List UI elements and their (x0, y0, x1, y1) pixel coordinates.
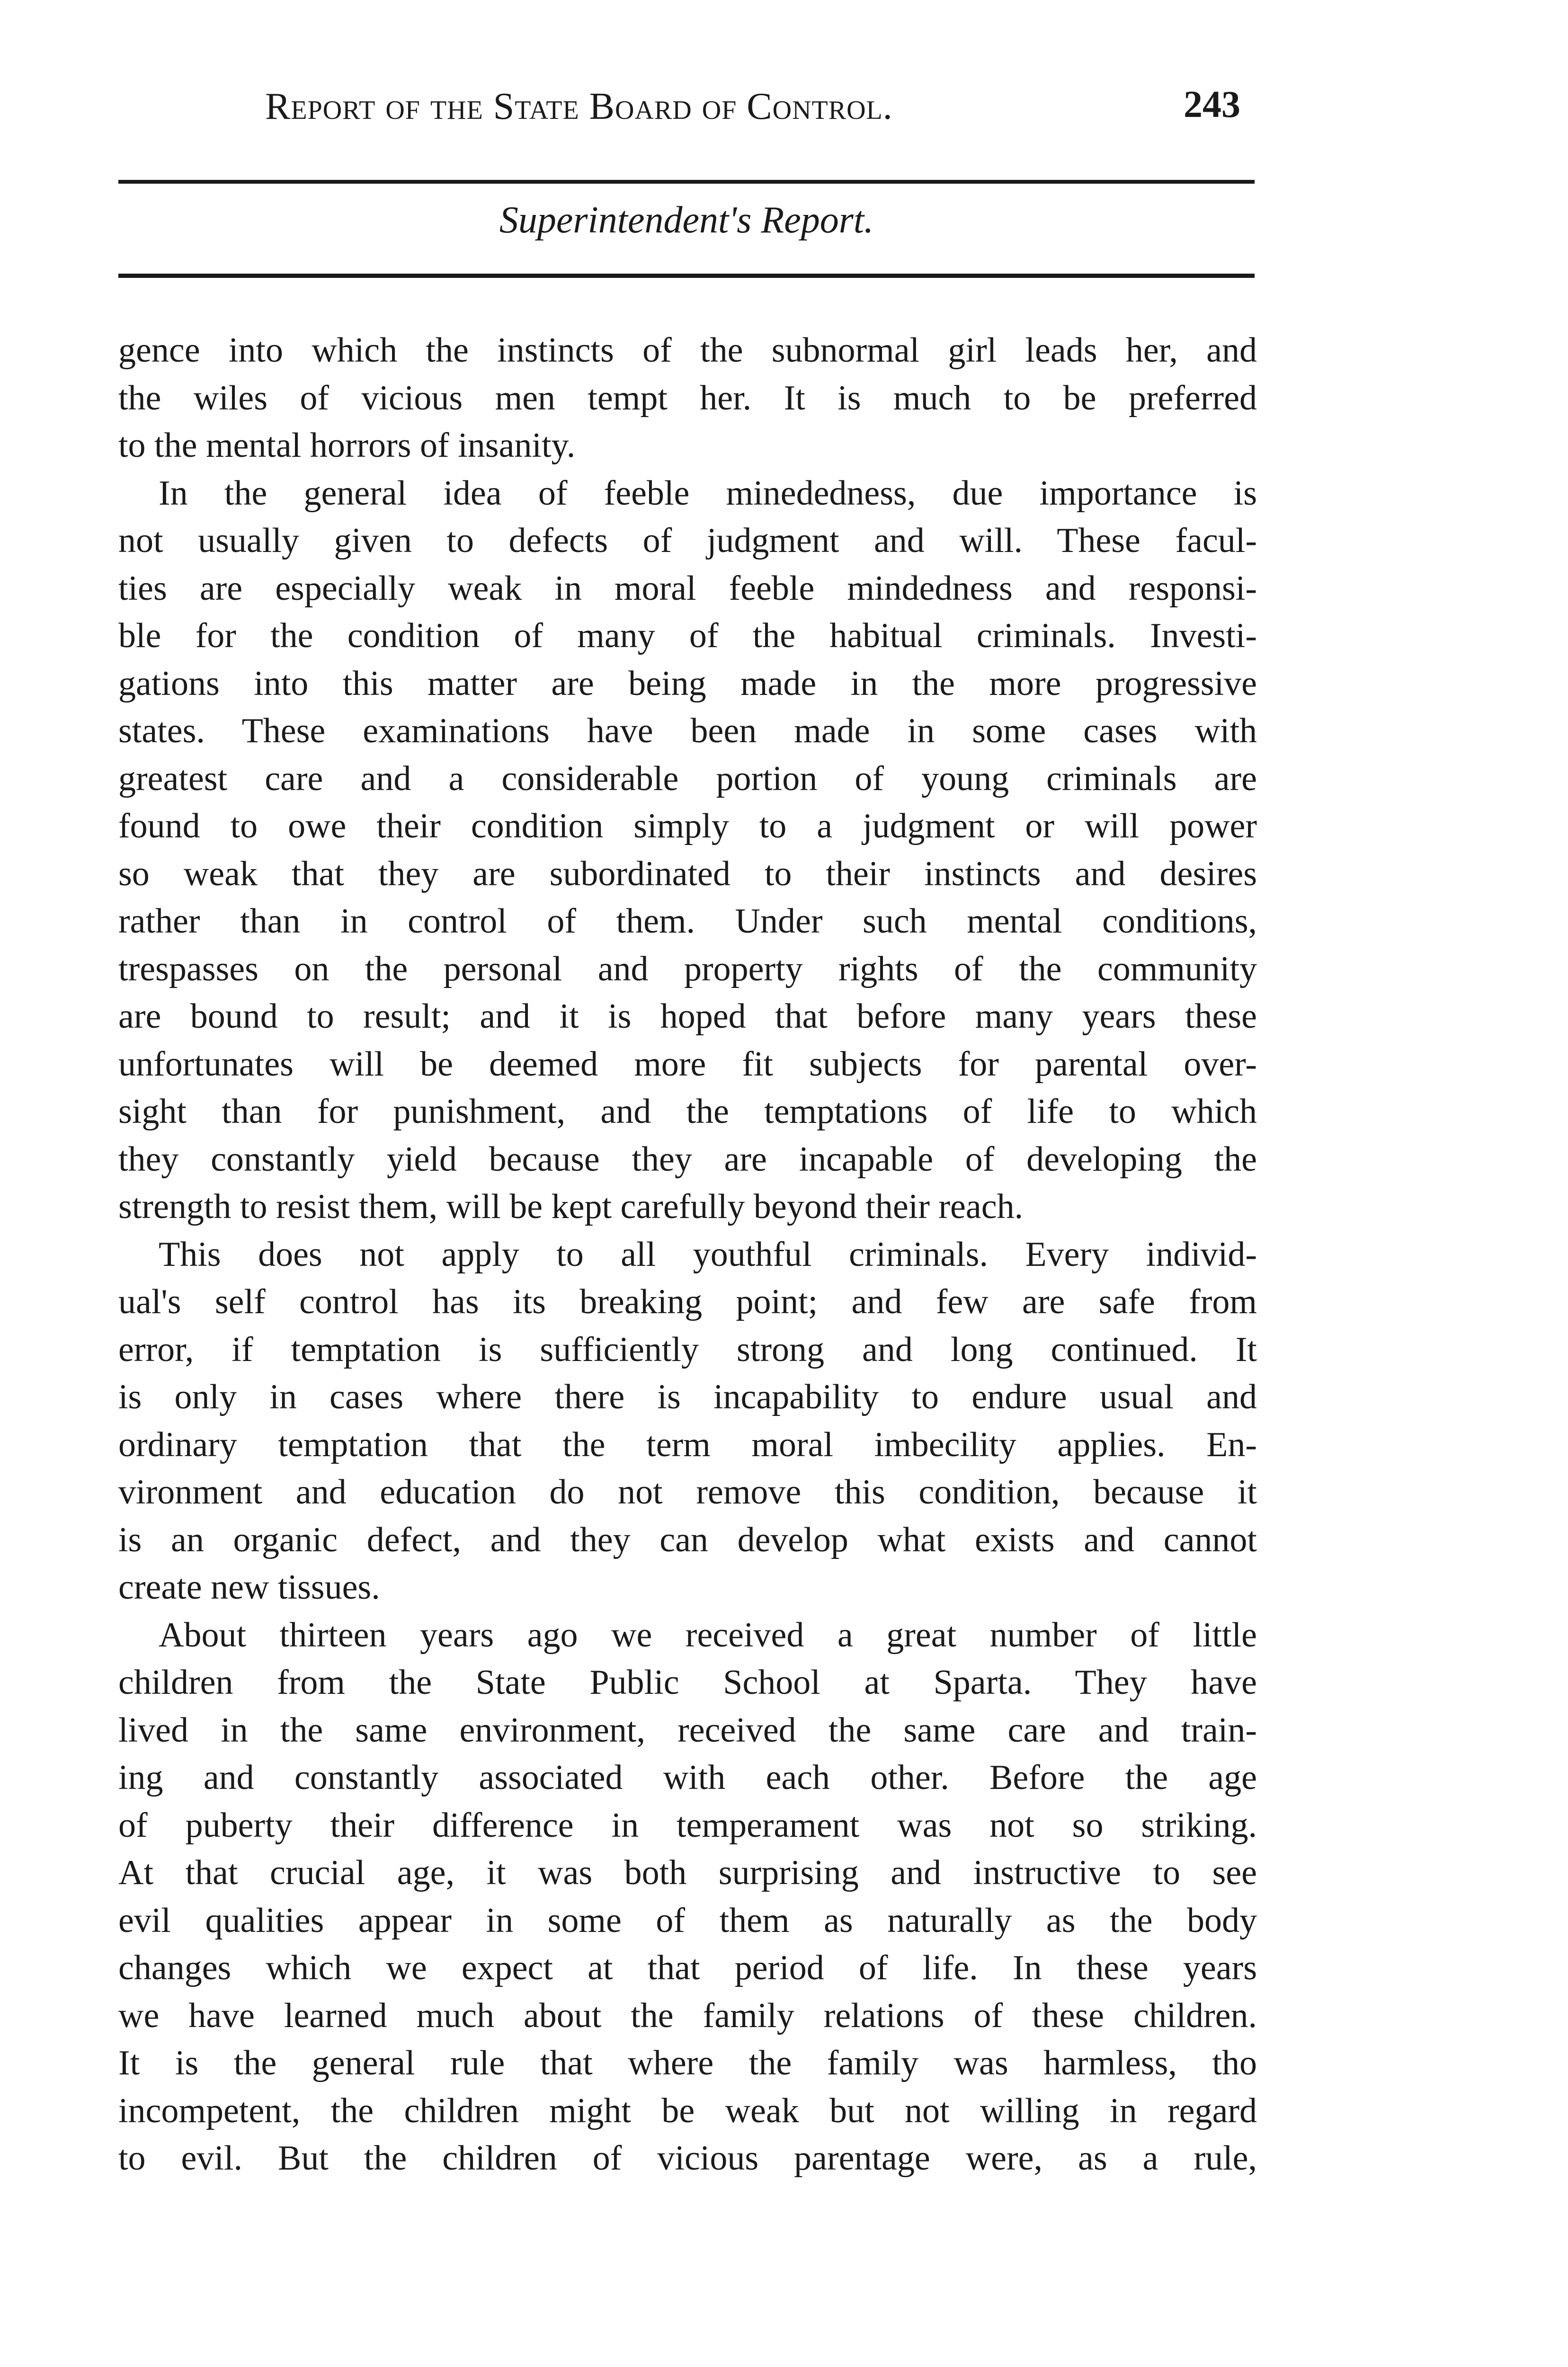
text-line: found to owe their condition simply to a judgment or will power (118, 807, 1257, 845)
text-line: trespasses on the personal and property rights of the community (118, 949, 1257, 988)
text-line: ties are especially weak in moral feeble mindedness and responsi- (118, 569, 1257, 608)
running-head (118, 80, 1255, 137)
text-line: ble for the condition of many of the habitual criminals. Investi- (118, 616, 1257, 655)
text-line: strength to resist them, will be kept carefully beyond their reach. (118, 1187, 1024, 1226)
body-text (118, 327, 1257, 2182)
text-line: At that crucial age, it was both surprising and instructive to see (118, 1853, 1257, 1892)
text-line: the wiles of vicious men tempt her. It is much to be preferred (118, 378, 1257, 418)
text-line: we have learned much about the family relations of these children. (118, 1996, 1257, 2035)
text-line: error, if temptation is sufficiently strong and long continued. It (118, 1330, 1257, 1369)
text-line: ordinary temptation that the term moral imbecility applies. En- (118, 1425, 1257, 1464)
text-line: ing and constantly associated with each other. Before the age (118, 1758, 1257, 1797)
text-line: is only in cases where there is incapability to endure usual and (118, 1378, 1257, 1416)
text-line: incompetent, the children might be weak but not willing in regard (118, 2091, 1257, 2130)
text-line: rather than in control of them. Under such mental conditions, (118, 902, 1257, 941)
text-line: so weak that they are subordinated to their instincts and desires (118, 854, 1257, 893)
text-line: sight than for punishment, and the temptations of life to which (118, 1092, 1257, 1131)
text-line: they constantly yield because they are incapable of developing the (118, 1139, 1257, 1179)
page-number: 243 (1184, 84, 1240, 125)
text-line: vironment and education do not remove this condition, because it (118, 1473, 1257, 1512)
text-line: ual's self control has its breaking point; and few are safe from (118, 1282, 1257, 1321)
text-line: It is the general rule that where the family was harmless, tho (118, 2044, 1257, 2082)
text-line: states. These examinations have been made in some cases with (118, 712, 1257, 750)
text-line: gations into this matter are being made in the more progressive (118, 664, 1257, 703)
header-rule-bottom (118, 274, 1255, 278)
text-line: are bound to result; and it is hoped that before many years these (118, 997, 1257, 1036)
text-line: greatest care and a considerable portion of young criminals are (118, 759, 1257, 798)
text-line: is an organic defect, and they can develop what exists and cannot (118, 1520, 1257, 1559)
text-line: create new tissues. (118, 1568, 380, 1607)
header-rule-top (118, 180, 1255, 184)
text-line: evil qualities appear in some of them as naturally as the body (118, 1901, 1257, 1940)
header-title: Report of the State Board of Control. (265, 86, 893, 127)
text-line: of puberty their difference in temperament was not so striking. (118, 1806, 1257, 1845)
text-line: lived in the same environment, received the same care and train- (118, 1710, 1257, 1750)
text-line: This does not apply to all youthful criminals. Every individ- (159, 1235, 1257, 1274)
text-line: gence into which the instincts of the subnormal girl leads her, and (118, 331, 1257, 370)
text-line: to evil. But the children of vicious parentage were, as a rule, (118, 2139, 1257, 2178)
text-line: not usually given to defects of judgment and will. These facul- (118, 521, 1257, 560)
text-line: changes which we expect at that period of life. In these years (118, 1949, 1257, 1987)
section-title: Superintendent's Report. (499, 199, 874, 241)
text-line: to the mental horrors of insanity. (118, 426, 576, 465)
text-line: unfortunates will be deemed more fit subjects for parental over- (118, 1044, 1257, 1084)
text-line: About thirteen years ago we received a great number of little (159, 1615, 1257, 1655)
text-line: In the general idea of feeble minededness, due importance is (159, 473, 1257, 513)
text-line: children from the State Public School at Sparta. They have (118, 1663, 1257, 1702)
